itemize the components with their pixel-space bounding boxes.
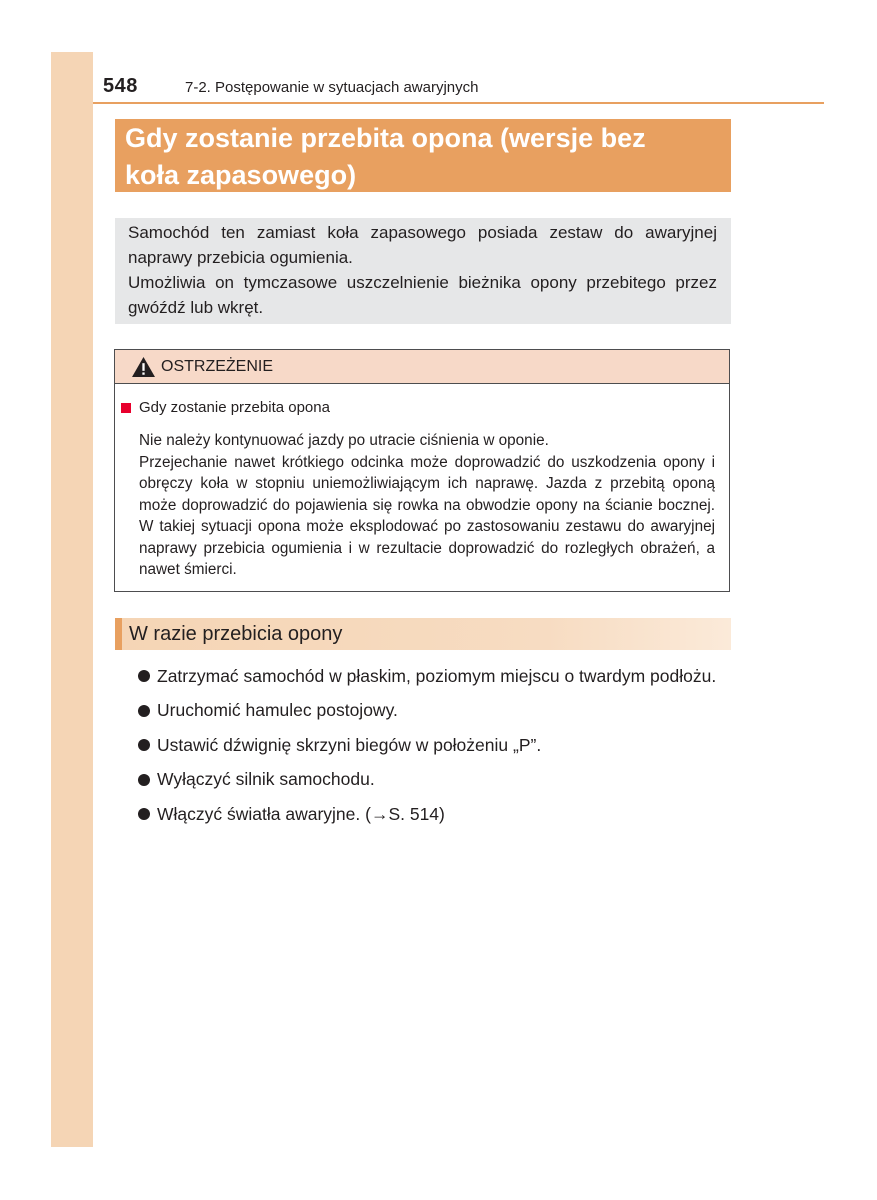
steps-list: [138, 659, 716, 832]
warning-label: OSTRZEŻENIE: [161, 357, 274, 375]
list-item: [138, 659, 716, 694]
bullet-dot-icon: [138, 808, 150, 820]
list-item-text: Wyłączyć silnik samochodu.: [157, 769, 375, 790]
warning-paragraph-1: Nie należy kontynuować jazdy po utracie ciśnienia w oponie.: [139, 432, 549, 449]
side-tab-band: [51, 52, 93, 1147]
bullet-dot-icon: [138, 774, 150, 786]
subsection-title: W razie przebicia opony: [129, 623, 343, 645]
section-title-box: [115, 119, 731, 192]
bullet-dot-icon: [138, 739, 150, 751]
page-title-line-2: koła zapasowego): [125, 160, 357, 190]
list-item-text: Zatrzymać samochód w płaskim, poziomym miejscu o twardym podłożu.: [157, 665, 717, 686]
red-square-icon: [121, 403, 131, 413]
list-item: [138, 797, 716, 832]
warning-box: [114, 349, 730, 592]
warning-header: [115, 350, 729, 384]
bullet-dot-icon: [138, 670, 150, 682]
warning-subheading: [121, 399, 330, 416]
intro-paragraph-2: Umożliwia on tymczasowe uszczelnienie bieżnika opony przebitego przez gwóźdź lub wkręt.: [128, 273, 717, 317]
page-title-line-1: Gdy zostanie przebita opona (wersje bez: [125, 123, 646, 153]
list-item: [138, 728, 716, 763]
list-item-text: Ustawić dźwignię skrzyni biegów w położeniu „P”.: [157, 734, 542, 755]
page-number: 548: [103, 75, 138, 97]
warning-paragraph-2: Przejechanie nawet krótkiego odcinka może doprowadzić do uszkodzenia opony i obręczy koła w stopniu uniemożliwiającym ich naprawę. Jazda z przebitą oponą może doprowadzić do pojawienia się rowka na obwodzie opony na ścianie bocznej. W takiej sytuacji opona może eksplodować po zastosowaniu zestawu do awaryjnej naprawy przebicia ogumienia i w rezultacie doprowadzić do rozległych obrażeń, a nawet śmierci.: [139, 453, 715, 578]
bullet-dot-icon: [138, 705, 150, 717]
intro-paragraph-1: Samochód ten zamiast koła zapasowego posiada zestaw do awaryjnej naprawy przebicia ogumienia.: [128, 223, 717, 267]
list-item: [138, 694, 716, 729]
list-item-text: Uruchomić hamulec postojowy.: [157, 700, 398, 721]
warning-subheading-text: Gdy zostanie przebita opona: [139, 399, 330, 416]
subsection-accent-bar: [115, 618, 122, 650]
header-rule: [93, 102, 824, 104]
list-item: [138, 763, 716, 798]
running-head: 7-2. Postępowanie w sytuacjach awaryjnych: [185, 79, 479, 96]
warning-body: [139, 430, 715, 581]
warning-triangle-icon: [131, 356, 156, 378]
intro-box: [115, 218, 731, 324]
subsection-header: [115, 618, 731, 650]
list-item-text: Włączyć światła awaryjne. (→S. 514): [157, 803, 445, 824]
